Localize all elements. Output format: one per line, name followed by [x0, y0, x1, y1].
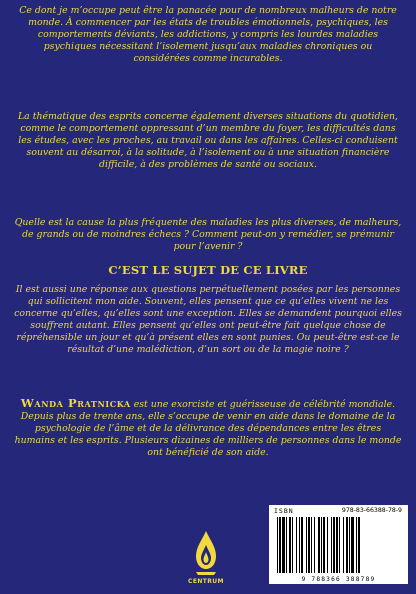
author-bio	[14, 398, 402, 459]
isbn-label: ISBN	[274, 507, 294, 515]
section-heading: C’EST LE SUJET DE CE LIVRE	[108, 263, 308, 277]
publisher-logo	[183, 528, 229, 590]
barcode	[269, 505, 408, 584]
barcode-bars	[275, 517, 402, 573]
author-name: Wanda Pratnicka	[20, 396, 131, 410]
answer-paragraph: Il est aussi une réponse aux questions perpétuellement posées par les personnes qui sollicitent mon aide. Souvent, elles pensent que ce qu’elles vivent ne les concerne qu’elles, qu’elles sont une exception. Elles se demandent pourquoi elles souffrent autant. Elles pensent qu’elles ont peut-être fait quelque chose de répréhensible un jour et qu’à présent elles en sont punies. Ou peut-être est-ce le résultat d’une malédiction, d’un sort ou de la magie noire ?	[14, 284, 402, 355]
flame-drop-icon	[183, 528, 229, 578]
isbn-number: 978-83-66388-78-9	[341, 507, 402, 514]
spirits-paragraph: La thématique des esprits concerne également diverses situations du quotidien, comme le comportement oppressant d’un membre du foyer, les difficultés dans les études, avec les proches, au travail ou dans les affaires. Celles-ci conduisent souvent au désarroi, à la solitude, à l’isolement ou à une situation financière difficile, à des problèmes de santé ou sociaux.	[17, 111, 399, 170]
author-bio-text: est une exorciste et guérisseuse de célébrité mondiale. Depuis plus de trente ans, elle s’occupe de venir en aide dans le domaine de la psychologie de l’âme et de la délivrance des dépendances entre les êtres humains et les esprits. Plusieurs dizaines de milliers de personnes dans le monde ont bénéficié de son aide.	[14, 399, 402, 458]
question-paragraph: Quelle est la cause la plus fréquente des maladies les plus diverses, de malheurs, de grands ou de moindres échecs ? Comment peut-on y remédier, se prémunir pour l’avenir ?	[14, 217, 402, 252]
publisher-name: CENTRUM	[188, 578, 224, 585]
intro-paragraph: Ce dont je m’occupe peut être la panacée pour de nombreux malheurs de notre monde. À commencer par les états de troubles émotionnels, psychiques, les comportements déviants, les addictions, y compris les lourdes maladies psychiques nécessitant l’isolement jusqu’aux maladies chroniques ou considérées comme incurables.	[19, 5, 397, 64]
barcode-digits: 9 788366 388789	[301, 576, 376, 583]
